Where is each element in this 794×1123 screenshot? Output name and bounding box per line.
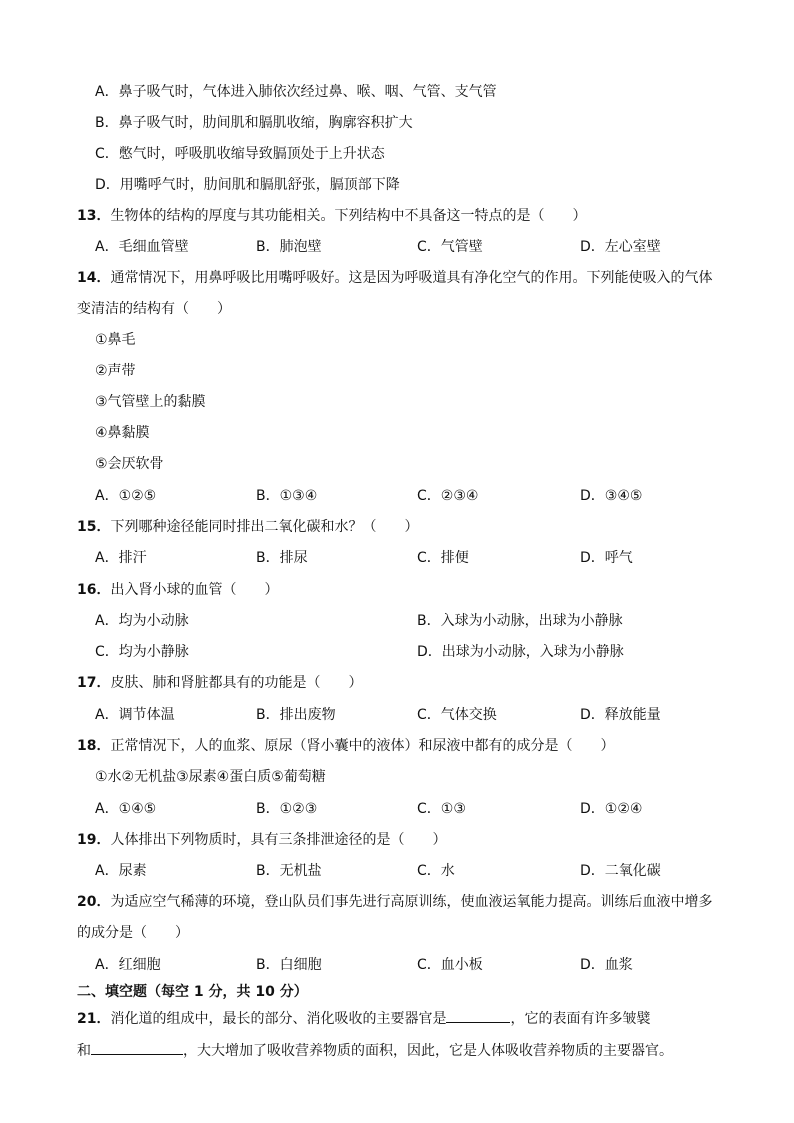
- q21-text-2a: 和: [77, 1043, 91, 1059]
- q18-options: [95, 799, 735, 819]
- q13-option-d: D．左心室壁: [580, 239, 661, 255]
- q19-options: [95, 861, 735, 881]
- q18-option-a: A．①④⑤: [95, 801, 157, 817]
- q13-text: 生物体的结构的厚度与其功能相关。下列结构中不具备这一特点的是（ ）: [110, 208, 587, 224]
- q21-stem-line2: [77, 1039, 673, 1061]
- q21-text-1a: 消化道的组成中，最长的部分、消化吸收的主要器官是: [110, 1011, 447, 1027]
- q20-option-b: B．白细胞: [256, 957, 322, 973]
- q15-number: 15．: [77, 519, 111, 535]
- q14-options: [95, 486, 735, 506]
- q12-option-c: C．憋气时，呼吸肌收缩导致膈顶处于上升状态: [95, 146, 385, 162]
- q19-text: 人体排出下列物质时，具有三条排泄途径的是（ ）: [110, 832, 447, 848]
- q18-option-d: D．①②④: [580, 801, 643, 817]
- q16-option-b: B．入球为小动脉，出球为小静脉: [417, 613, 623, 629]
- q14-item-2: ②声带: [95, 363, 136, 379]
- q17-stem: [77, 673, 362, 693]
- q14-item-5: ⑤会厌软骨: [95, 456, 164, 472]
- q13-stem: [77, 206, 586, 226]
- q15-text: 下列哪种途径能同时排出二氧化碳和水？（ ）: [110, 519, 419, 535]
- section-title-fill-in: 二、填空题（每空 1 分，共 10 分）: [77, 984, 308, 1000]
- q17-text: 皮肤、肺和肾脏都具有的功能是（ ）: [110, 675, 363, 691]
- q16-stem: [77, 580, 278, 600]
- q14-option-c: C．②③④: [417, 488, 479, 504]
- q12-option-a: A．鼻子吸气时，气体进入肺依次经过鼻、喉、咽、气管、支气管: [95, 84, 497, 100]
- q19-stem: [77, 830, 446, 850]
- q20-stem-line1: [77, 892, 712, 912]
- q17-option-d: D．释放能量: [580, 707, 661, 723]
- q13-option-c: C．气管壁: [417, 239, 483, 255]
- q21-stem-line1: [77, 1007, 650, 1029]
- q21-blank-2[interactable]: [91, 1039, 183, 1055]
- q20-text-1: 为适应空气稀薄的环境，登山队员们事先进行高原训练，使血液运氧能力提高。训练后血液中增多: [110, 894, 713, 910]
- q19-option-c: C．水: [417, 863, 455, 879]
- q13-option-b: B．肺泡壁: [256, 239, 322, 255]
- q15-options: [95, 548, 735, 568]
- q21-number: 21．: [77, 1011, 111, 1027]
- q14-text-1: 通常情况下，用鼻呼吸比用嘴呼吸好。这是因为呼吸道具有净化空气的作用。下列能使吸入的气体: [110, 270, 713, 286]
- q18-option-c: C．①③: [417, 801, 466, 817]
- q14-stem-line2: 变清洁的结构有（ ）: [77, 301, 231, 317]
- q14-number: 14．: [77, 270, 111, 286]
- q16-option-a: A．均为小动脉: [95, 613, 189, 629]
- q14-item-4: ④鼻黏膜: [95, 425, 150, 441]
- q19-number: 19．: [77, 832, 111, 848]
- q18-stem: [77, 736, 614, 756]
- q21-text-1b: ，它的表面有许多皱襞: [510, 1011, 651, 1027]
- q18-items: ①水②无机盐③尿素④蛋白质⑤葡萄糖: [95, 769, 326, 785]
- q17-option-c: C．气体交换: [417, 707, 497, 723]
- q16-options-row1: [95, 611, 735, 631]
- q14-option-b: B．①③④: [256, 488, 318, 504]
- q19-option-d: D．二氧化碳: [580, 863, 661, 879]
- q14-item-3: ③气管壁上的黏膜: [95, 394, 206, 410]
- q16-option-c: C．均为小静脉: [95, 644, 189, 660]
- q12-option-d: D．用嘴呼气时，肋间肌和膈肌舒张，膈顶部下降: [95, 177, 400, 193]
- q13-option-a: A．毛细血管壁: [95, 239, 189, 255]
- q14-option-a: A．①②⑤: [95, 488, 157, 504]
- q16-text: 出入肾小球的血管（ ）: [110, 582, 279, 598]
- q15-stem: [77, 517, 418, 537]
- q17-option-a: A．调节体温: [95, 707, 175, 723]
- q14-item-1: ①鼻毛: [95, 332, 136, 348]
- q12-option-b: B．鼻子吸气时，肋间肌和膈肌收缩，胸廓容积扩大: [95, 115, 413, 131]
- q18-number: 18．: [77, 738, 111, 754]
- q13-number: 13．: [77, 208, 111, 224]
- q21-text-2b: ，大大增加了吸收营养物质的面积，因此，它是人体吸收营养物质的主要器官。: [183, 1043, 673, 1059]
- q14-stem-line1: [77, 268, 712, 288]
- q15-option-d: D．呼气: [580, 550, 633, 566]
- q20-number: 20．: [77, 894, 111, 910]
- q18-text: 正常情况下，人的血浆、原尿（肾小囊中的液体）和尿液中都有的成分是（ ）: [110, 738, 615, 754]
- q19-option-b: B．无机盐: [256, 863, 322, 879]
- q18-option-b: B．①②③: [256, 801, 318, 817]
- q14-option-d: D．③④⑤: [580, 488, 643, 504]
- q16-number: 16．: [77, 582, 111, 598]
- q15-option-a: A．排汗: [95, 550, 147, 566]
- q16-option-d: D．出球为小动脉，入球为小静脉: [417, 644, 624, 660]
- q19-option-a: A．尿素: [95, 863, 147, 879]
- q20-option-d: D．血浆: [580, 957, 633, 973]
- q15-option-c: C．排便: [417, 550, 469, 566]
- q17-option-b: B．排出废物: [256, 707, 336, 723]
- q20-option-c: C．血小板: [417, 957, 483, 973]
- q13-options: [95, 237, 735, 257]
- q20-option-a: A．红细胞: [95, 957, 161, 973]
- q20-stem-line2: 的成分是（ ）: [77, 925, 189, 941]
- q17-number: 17．: [77, 675, 111, 691]
- q21-blank-1[interactable]: [446, 1007, 510, 1023]
- q15-option-b: B．排尿: [256, 550, 308, 566]
- q17-options: [95, 705, 735, 725]
- q16-options-row2: [95, 642, 735, 662]
- q20-options: [95, 955, 735, 975]
